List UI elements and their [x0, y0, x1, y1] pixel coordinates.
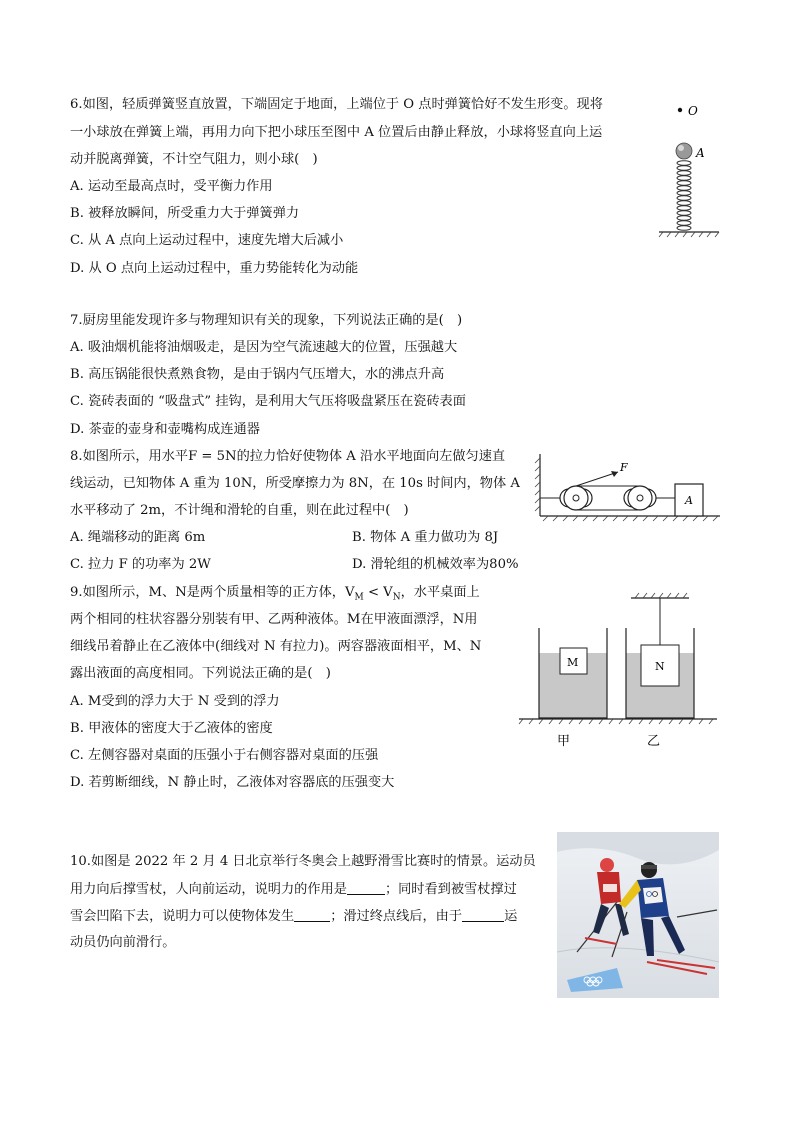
q8-stem-line-1: 8.如图所示，用水平F = 5N的拉力恰好使物体 A 沿水平地面向左做匀速直	[70, 449, 506, 464]
q9-option-b: B. 甲液体的密度大于乙液体的密度	[70, 721, 273, 736]
q8-option-c: C. 拉力 F 的功率为 2W	[70, 557, 211, 572]
q10-line-4: 动员仍向前滑行。	[70, 935, 176, 950]
label-f: F	[620, 461, 628, 474]
q9-option-a: A. M受到的浮力大于 N 受到的浮力	[70, 694, 280, 709]
q8-option-d: D. 滑轮组的机械效率为80%	[352, 557, 519, 572]
label-a: A	[696, 146, 705, 160]
q8-option-b: B. 物体 A 重力做功为 8J	[352, 530, 499, 545]
q6-stem-line-2: 一小球放在弹簧上端，再用力向下把小球压至图中 A 位置后由静止释放，小球将竖直向上运	[70, 125, 603, 140]
pulley-figure	[530, 450, 730, 526]
moving-pulley	[624, 486, 656, 510]
q10-line-1: 10.如图是 2022 年 2 月 4 日北京举行冬奥会上越野滑雪比赛时的情景。运动员	[70, 854, 536, 869]
point-o	[678, 108, 682, 112]
label-yi: 乙	[647, 734, 661, 749]
rope	[576, 472, 675, 510]
q10-line-2: 用力向后撑雪杖，人向前运动，说明力的作用是 ；同时看到被雪杖撑过	[70, 882, 517, 897]
q9-stem-line-3: 细线吊着静止在乙液体中(细线对 N 有拉力)。两容器液面相平，M、N	[70, 639, 482, 654]
q9-option-d: D. 若剪断细线，N 静止时，乙液体对容器底的压强变大	[70, 775, 395, 790]
q9-stem-line-2: 两个相同的柱状容器分别装有甲、乙两种液体。M在甲液面漂浮，N用	[70, 612, 478, 627]
q7-stem: 7.厨房里能发现许多与物理知识有关的现象，下列说法正确的是( )	[70, 313, 463, 328]
label-n: N	[655, 660, 665, 673]
skiing-photo	[557, 832, 719, 998]
q9-stem-line-4: 露出液面的高度相同。下列说法正确的是( )	[70, 666, 331, 681]
q9-option-c: C. 左侧容器对桌面的压强小于右侧容器对桌面的压强	[70, 748, 379, 763]
q9-stem-line-1: 9.如图所示，M、N是两个质量相等的正方体，$V_M < V_N$，水平桌面上	[70, 585, 480, 603]
containers-figure	[515, 590, 720, 755]
q7-option-c: C. 瓷砖表面的 “吸盘式” 挂钩，是利用大气压将吸盘紧压在瓷砖表面	[70, 394, 466, 409]
q10-line-3: 雪会凹陷下去，说明力可以使物体发生 ；滑过终点线后，由于 运	[70, 909, 518, 924]
q8-stem-line-2: 线运动，已知物体 A 重为 10N，所受摩擦力为 8N，在 10s 时间内，物体 A	[70, 476, 520, 491]
spring-figure	[655, 98, 725, 240]
q7-option-d: D. 茶壶的壶身和壶嘴构成连通器	[70, 422, 260, 437]
q7-option-b: B. 高压锅能很快煮熟食物，是由于锅内气压增大，水的沸点升高	[70, 367, 445, 382]
label-a-block: A	[685, 494, 693, 507]
label-o: O	[688, 104, 698, 118]
q6-option-a: A. 运动至最高点时，受平衡力作用	[70, 179, 273, 194]
label-m: M	[567, 656, 579, 669]
q8-option-a: A. 绳端移动的距离 6m	[70, 530, 206, 545]
ball	[676, 143, 692, 159]
q10-blank-1[interactable]	[347, 880, 385, 895]
fixed-pulley	[560, 486, 592, 510]
q6-stem-line-1: 6.如图，轻质弹簧竖直放置，下端固定于地面，上端位于 O 点时弹簧恰好不发生形变。现将	[70, 97, 603, 112]
q6-option-b: B. 被释放瞬间，所受重力大于弹簧弹力	[70, 206, 300, 221]
q8-stem-line-3: 水平移动了 2m，不计绳和滑轮的自重，则在此过程中( )	[70, 503, 409, 518]
spring	[677, 161, 691, 231]
q10-blank-2[interactable]	[294, 907, 330, 922]
q6-option-d: D. 从 O 点向上运动过程中，重力势能转化为动能	[70, 261, 359, 276]
q6-stem-line-3: 动并脱离弹簧，不计空气阻力，则小球( )	[70, 152, 318, 167]
q6-option-c: C. 从 A 点向上运动过程中，速度先增大后减小	[70, 233, 344, 248]
q10-blank-3[interactable]	[462, 907, 504, 922]
label-jia: 甲	[557, 734, 571, 749]
q7-option-a: A. 吸油烟机能将油烟吸走，是因为空气流速越大的位置，压强越大	[70, 340, 458, 355]
